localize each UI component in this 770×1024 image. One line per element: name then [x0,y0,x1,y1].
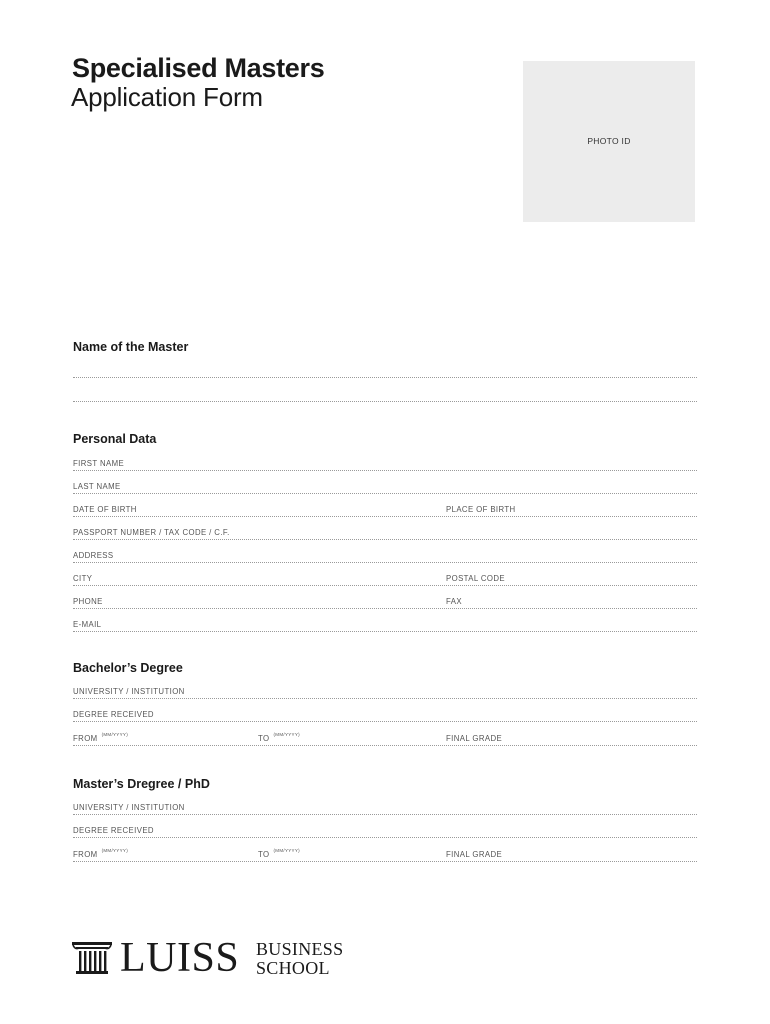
column-icon [72,942,112,974]
place-of-birth-label: PLACE OF BIRTH [446,505,516,514]
bachelor-university-label: UNIVERSITY / INSTITUTION [73,687,185,696]
first-name-field[interactable] [73,470,697,471]
bachelor-from-text: FROM [73,734,98,743]
masters-to-label [258,850,300,859]
postal-code-label: POSTAL CODE [446,574,505,583]
bachelor-to-text: TO [258,734,270,743]
luiss-wordmark: LUISS [120,935,240,981]
date-of-birth-label: DATE OF BIRTH [73,505,137,514]
masters-degree-label: DEGREE RECEIVED [73,826,154,835]
masters-from-text: FROM [73,850,98,859]
city-field[interactable] [73,585,697,586]
masters-to-text: TO [258,850,270,859]
masters-final-grade-label: FINAL GRADE [446,850,503,859]
luiss-logo [72,935,362,982]
first-name-label: FIRST NAME [73,459,125,468]
masters-from-format: (MM/YYYY) [101,848,129,853]
form-title: Specialised Masters [72,53,325,83]
masters-dates-field[interactable] [73,861,697,862]
bachelor-degree-label: DEGREE RECEIVED [73,710,154,719]
email-label: E-MAIL [73,620,102,629]
master-name-heading: Name of the Master [73,340,189,354]
photo-id-label: PHOTO ID [587,136,631,146]
bachelor-to-format: (MM/YYYY) [273,732,300,737]
masters-university-field[interactable] [73,814,697,815]
masters-heading: Master’s Dregree / PhD [73,777,210,791]
master-name-line-1[interactable] [73,377,697,378]
bachelor-from-label [73,734,128,743]
phone-label: PHONE [73,597,103,606]
bachelor-dates-field[interactable] [73,745,697,746]
passport-field[interactable] [73,539,697,540]
bachelor-university-field[interactable] [73,698,697,699]
bachelor-to-label [258,734,300,743]
form-subtitle: Application Form [71,82,263,112]
photo-id-box[interactable] [523,61,695,222]
bachelor-degree-field[interactable] [73,721,697,722]
last-name-field[interactable] [73,493,697,494]
logo-school: SCHOOL [256,958,330,978]
email-field[interactable] [73,631,697,632]
address-field[interactable] [73,562,697,563]
birth-field[interactable] [73,516,697,517]
master-name-line-2[interactable] [73,401,697,402]
bachelor-from-format: (MM/YYYY) [101,732,129,737]
masters-to-format: (MM/YYYY) [273,848,300,853]
bachelor-heading: Bachelor’s Degree [73,661,183,675]
bachelor-final-grade-label: FINAL GRADE [446,734,503,743]
masters-university-label: UNIVERSITY / INSTITUTION [73,803,185,812]
last-name-label: LAST NAME [73,482,121,491]
passport-label: PASSPORT NUMBER / TAX CODE / C.F. [73,528,230,537]
personal-data-heading: Personal Data [73,432,157,446]
city-label: CITY [73,574,93,583]
masters-degree-field[interactable] [73,837,697,838]
masters-from-label [73,850,128,859]
logo-business: BUSINESS [256,939,344,959]
phone-field[interactable] [73,608,697,609]
address-label: ADDRESS [73,551,114,560]
fax-label: FAX [446,597,462,606]
